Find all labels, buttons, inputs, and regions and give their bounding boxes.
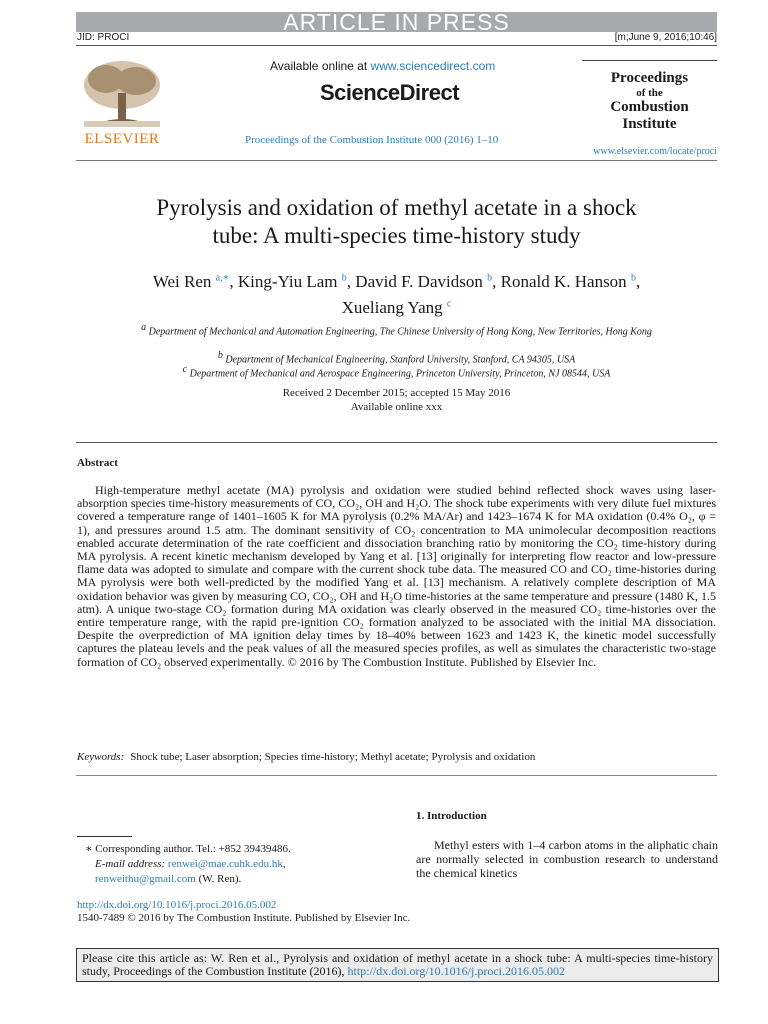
footnote-line: ∗ Corresponding author. Tel.: +852 39439486.: [85, 843, 291, 855]
journal-title-line: Institute: [622, 116, 677, 132]
affiliation-text: Department of Mechanical and Automation Engineering, The Chinese University of Hong Kong, New Territories, Hong Kong: [148, 326, 652, 338]
introduction-heading: 1. Introduction: [416, 810, 487, 822]
journal-title-line: Proceedings: [610, 70, 689, 86]
received-dates: Received 2 December 2015; accepted 15 May 2016: [282, 387, 511, 399]
author-name: David F. Davidson: [355, 271, 483, 291]
keywords-list: Shock tube; Laser absorption; Species time-history; Methyl acetate; Pyrolysis and oxidation: [130, 751, 536, 763]
affiliation-text: Department of Mechanical Engineering, Stanford University, Stanford, CA 94305, USA: [225, 354, 576, 366]
introduction-body: Methyl esters with 1–4 carbon atoms in the aliphatic chain are normally selected in combustion research to understand the chemical kinetics: [416, 838, 718, 880]
title-line: tube: A multi-species time-history study: [212, 223, 581, 248]
email-suffix: (W. Ren).: [198, 873, 242, 885]
available-online: [270, 59, 495, 73]
email-link[interactable]: renweithu@gmail.com: [95, 873, 196, 885]
author: [501, 272, 641, 291]
author-name: Wei Ren: [152, 271, 212, 291]
header-rule: [76, 160, 717, 161]
abstract-body: High-temperature methyl acetate (MA) pyrolysis and oxidation were studied behind reflected shock waves using laser-absorption species time-history measurements of CO, CO₂, OH and H₂O. The shock tube experiments with very dilute fuel mixtures covered a temperature range of 1401–1605 K for MA pyrolysis (0.2% MA/Ar) and 1423–1674 K for MA oxidation (0.4% O₂, φ = 1), and pressures around 1.5 atm. The dominant sensitivity of CO₂ concentration to MA unimolecular decomposition reactions enabled accurate determination of the rate coefficient and dissociation branching ratio by monitoring the CO₂ time-history during MA pyrolysis. A recent kinetic mechanism developed by Yang et al. [13] originally for interpreting flow reactor and low-pressure flame data was adopted to simulate and compare with the current shock tube data. The measured CO and CO₂ time-histories during MA pyrolysis were both well-predicted by the modified Yang et al. [13] mechanism. A relatively complete description of MA oxidation behavior was given by measuring CO, CO₂, OH and H₂O time-histories at the same temperature and pressure (1480 K, 1.5 atm). A unique two-stage CO₂ formation during MA oxidation was clearly observed in the measured CO₂ time-histories over the entire temperature range, with the rapid pre-ignition CO₂ formation analyzed to be associated with the initial MA dissociation. Despite the overprediction of MA ignition delay times by 18–40% between 1623 and 1423 K, the kinetic model successfully captures the plateau levels and the peak values of all the measured species profiles, as well as simulates the characteristic two-stage formation of CO₂ observed experimentally. © 2016 by The Combustion Institute. Published by Elsevier Inc.: [77, 483, 716, 669]
email-line: E-mail address: renwei@mae.cuhk.edu.hk, renweithu@gmail.com (W. Ren).: [95, 858, 286, 885]
elsevier-wordmark: ELSEVIER: [84, 131, 160, 147]
journal-id: JID: PROCI: [77, 32, 130, 43]
section-rule: [76, 775, 717, 776]
article-title: [76, 194, 717, 250]
author-name: King-Yiu Lam: [237, 271, 338, 291]
corresponding-author-footnote: [77, 842, 377, 887]
footnote-rule: [77, 836, 132, 837]
available-prefix: Available online at: [270, 59, 368, 73]
email-label: E-mail address:: [95, 858, 166, 870]
citation-text: Please cite this article as: W. Ren et al., Pyrolysis and oxidation of methyl acetate in a shock tube: A multi-species time-history study, Proceedings of the Combustion Institute (2016),: [82, 951, 713, 978]
citation-doi-link[interactable]: http://dx.doi.org/10.1016/j.proci.2016.05.002: [347, 964, 565, 978]
title-line: Pyrolysis and oxidation of methyl acetate in a shock: [156, 195, 637, 220]
author-affil-mark[interactable]: b: [341, 272, 347, 283]
journal-url-link[interactable]: www.elsevier.com/locate/proci: [593, 146, 717, 157]
affiliation: [76, 321, 717, 339]
journal-title-box: [582, 60, 717, 145]
section-rule: [76, 442, 717, 443]
affiliation-mark: a: [141, 322, 147, 333]
affiliation-text: Department of Mechanical and Aerospace Engineering, Princeton University, Princeton, NJ 08544, USA: [189, 368, 611, 380]
author-sep: ,: [229, 271, 238, 291]
journal-citation-line: Proceedings of the Combustion Institute 000 (2016) 1–10: [245, 134, 499, 146]
citation-box: [76, 948, 719, 982]
journal-title-line: Combustion: [610, 99, 689, 115]
author: [342, 298, 452, 317]
author-affil-mark[interactable]: a,∗: [215, 272, 230, 283]
available-online-date: Available online xxx: [350, 401, 443, 413]
author-affil-mark[interactable]: c: [446, 298, 452, 310]
author-name: Xueliang Yang: [341, 298, 443, 318]
issn-copyright: 1540-7489 © 2016 by The Combustion Institute. Published by Elsevier Inc.: [77, 912, 411, 924]
author-affil-mark[interactable]: b: [630, 272, 636, 283]
keywords: [77, 751, 535, 763]
author-sep: ,: [492, 271, 501, 291]
article-in-press-banner: ARTICLE IN PRESS: [76, 12, 717, 32]
elsevier-logo: [76, 55, 168, 150]
author: [355, 272, 500, 291]
email-link[interactable]: renwei@mae.cuhk.edu.hk: [167, 858, 283, 870]
author-sep: ,: [346, 271, 356, 291]
author-name: Ronald K. Hanson: [500, 271, 627, 291]
affiliation-mark: c: [182, 364, 188, 375]
doi-link[interactable]: http://dx.doi.org/10.1016/j.proci.2016.05.002: [77, 899, 277, 911]
sciencedirect-wordmark: ScienceDirect: [320, 80, 460, 105]
journal-title-line: of the: [636, 87, 663, 99]
affiliation-mark: b: [217, 350, 223, 361]
author-affil-mark[interactable]: b: [487, 272, 493, 283]
author: [153, 272, 238, 291]
affiliation: [76, 363, 717, 381]
author: [238, 272, 355, 291]
keywords-label: Keywords:: [77, 751, 125, 763]
author-sep: ,: [635, 271, 641, 291]
abstract-heading: Abstract: [77, 457, 118, 469]
sciencedirect-link[interactable]: www.sciencedirect.com: [370, 59, 496, 73]
author-list: [76, 266, 717, 319]
header-rule: [76, 45, 717, 46]
date-stamp: [m;June 9, 2016;10:46]: [614, 32, 717, 43]
